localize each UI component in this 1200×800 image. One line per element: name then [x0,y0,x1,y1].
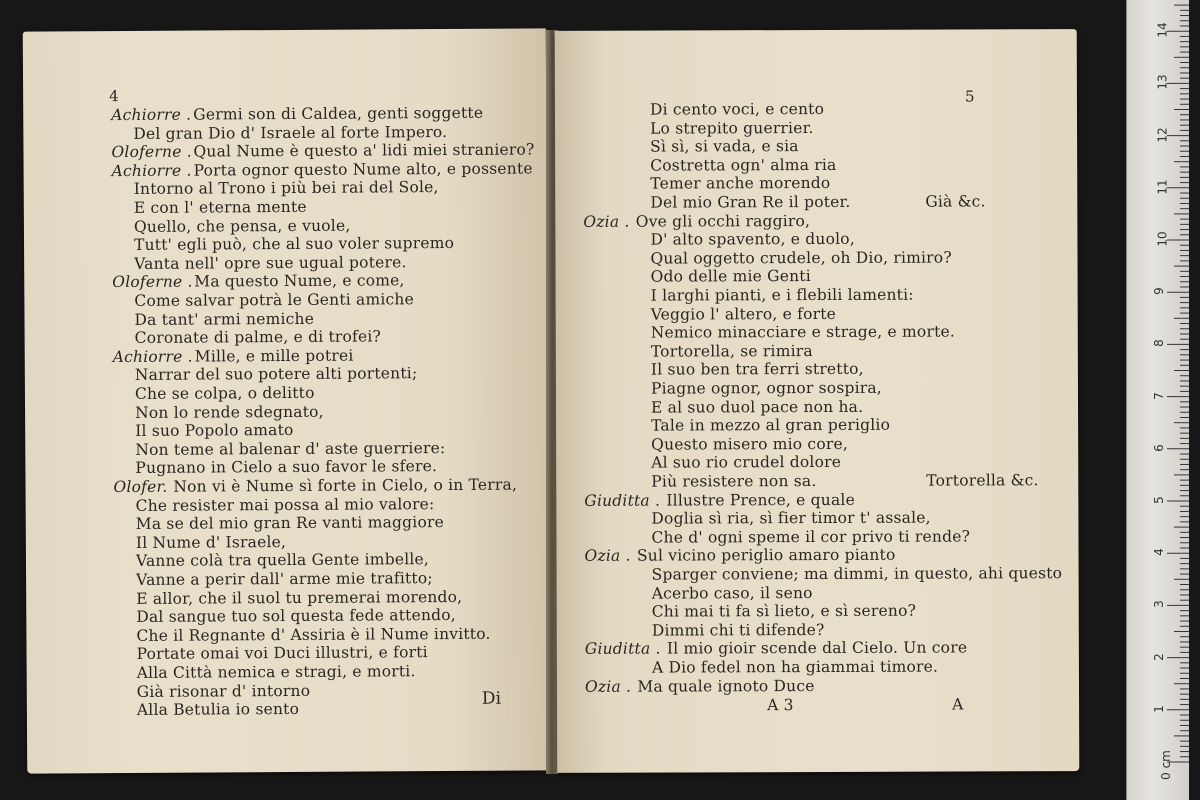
verse-line: Pugnano in Cielo a suo favor le sfere. [135,457,438,478]
verse-line: Nemico minacciare e strage, e morte. [650,322,956,342]
ruler-unit-label: 0 cm [1158,750,1173,780]
verse-line: Quello, che pensa, e vuole, [133,216,351,236]
ruler-cm-label: 4 [1151,548,1166,557]
verse-line: Alla Betulia io sento [136,700,300,720]
verse-line: Narrar del suo potere alti portenti; [134,364,418,385]
page-number-left: 4 [109,87,119,106]
repeat-cue: Tortorella &c. [926,471,1039,490]
speaker-name: Giuditta . [584,639,661,659]
verse-line: Costretta ogn' alma ria [650,155,837,175]
signature-mark: A 3 [767,696,794,715]
left-text-block [23,28,546,720]
verse-line: Illustre Prence, e quale [666,490,855,510]
verse-line: Che se colpa, o delitto [134,383,315,403]
ruler-cm-label: 7 [1151,391,1166,400]
ruler-cm-label: 3 [1151,600,1166,609]
verse-line: Alla Città nemica e stragi, e morti. [136,662,416,682]
verse-line: Da tant' armi nemiche [134,309,315,329]
verse-line: Il Nume d' Israele, [135,532,287,552]
verse-line: Il mio gioir scende dal Cielo. Un core [666,638,968,658]
verse-line: Questo misero mio core, [651,434,848,454]
verse-line: Sparger conviene; ma dimmi, in questo, ahi questo [651,564,1063,584]
verse-line: Tale in mezzo al gran periglio [651,415,891,435]
verse-line: Sul vicino periglio amaro pianto [636,546,896,566]
verse-line: Di cento voci, e cento [649,99,825,119]
speaker-name: Ozia . [583,212,630,231]
verse-line: Portate omai voi Duci illustri, e forti [136,643,428,664]
verse-line: Lo strepito guerrier. [650,118,814,138]
verse-line: Del mio Gran Re il poter. [650,192,851,212]
speaker-name: Oloferne . [112,272,193,292]
ruler-cm-label: 11 [1155,179,1170,195]
measuring-ruler [1126,0,1189,800]
verse-line: Ma se del mio gran Re vanti maggiore [135,513,444,534]
ruler-cm-label: 9 [1151,287,1166,296]
speaker-name: Oloferne . [111,142,192,162]
verse-line: Vanne colà tra quella Gente imbelle, [135,550,430,571]
verse-line: Dimmi chi ti difende? [651,620,825,640]
ruler-cm-label: 2 [1151,652,1166,661]
verse-line: E al suo duol pace non ha. [650,397,864,417]
verse-line: Che il Regnante d' Assiria è il Nume invitto. [136,624,491,645]
verse-line: Ove gli occhi raggiro, [635,211,811,231]
verse-line: Non lo rende sdegnato, [135,402,324,422]
verse-line: E con l' eterna mente [133,197,307,217]
verse-line: Odo delle mie Genti [650,267,811,286]
verse-line: Doglia sì ria, sì fier timor t' assale, [651,508,931,528]
verse-line: Germi son di Caldea, genti soggette [193,103,484,124]
verse-line: Piagne ognor, ognor sospira, [650,378,882,398]
ruler-cm-label: 1 [1151,704,1166,713]
ruler-cm-label: 12 [1155,126,1170,143]
speaker-name: Giuditta . [584,491,661,510]
ruler-cm-label: 8 [1151,339,1166,348]
left-page [23,28,551,773]
verse-line: Il suo Popolo amato [135,421,294,441]
right-page [555,29,1080,773]
verse-line: Ma questo Nume, e come, [194,271,405,291]
right-text-block [555,29,1077,696]
verse-line: Tortorella, se rimira [650,341,813,361]
verse-line: Ma quale ignoto Duce [637,676,815,696]
repeat-cue: Già &c. [925,192,986,211]
verse-line: E allor, che il suol tu premerai morendo, [136,587,463,608]
verse-line: D' alto spavento, e duolo, [650,230,855,249]
verse-line: Qual oggetto crudele, oh Dio, rimiro? [650,248,952,268]
verse-line: I larghi pianti, e i flebili lamenti: [650,285,914,305]
verse-line: Come salvar potrà le Genti amiche [134,290,415,310]
catchword-right: A [952,695,964,714]
verse-line: Più resistere non sa. [651,472,817,491]
speaker-name: Olofer. [113,477,168,497]
verse-line: Del gran Dio d' Israele al forte Impero. [133,122,448,143]
speaker-name: Achiorre . [112,347,193,366]
verse-line: Vanne a perir dall' arme mie trafitto; [136,569,433,589]
verse-line: Sì sì, si vada, e sia [650,137,799,156]
verse-line: Porta ognor questo Nume alto, e possente [193,159,533,180]
verse-line: Intorno al Trono i più bei rai del Sole, [133,178,439,199]
verse-line: Non teme al balenar d' aste guerriere: [135,438,446,459]
verse-line: Veggio l' altero, e forte [650,304,837,324]
verse-line: Coronate di palme, e di trofei? [134,327,382,348]
verse-line: Vanta nell' opre sue ugual potere. [134,253,407,273]
ruler-cm-label: 10 [1155,231,1170,247]
verse-line: Dal sangue tuo sol questa fede attendo, [136,606,456,627]
speaker-name: Achiorre . [111,105,192,125]
page-number-right: 5 [964,87,975,106]
verse-line: Che resister mai possa al mio valore: [135,494,435,515]
ruler-cm-label: 6 [1151,443,1166,452]
verse-line: Acerbo caso, il seno [651,583,813,603]
verse-line: Qual Nume è questo a' lidi miei straniero? [193,140,535,161]
verse-line: A Dio fedel non ha giammai timore. [651,657,939,677]
verse-line: Mille, e mille potrei [194,346,354,366]
speaker-name: Achiorre . [111,161,192,180]
verse-line: Non vi è Nume sì forte in Cielo, o in Terra, [173,475,518,496]
ruler-ticks [1127,0,1189,800]
speaker-name: Ozia . [584,547,631,566]
ruler-cm-label: 14 [1155,22,1170,38]
verse-line: Già risonar d' intorno [136,681,311,701]
verse-line: Il suo ben tra ferri stretto, [650,360,864,379]
verse-line: Chi mai ti fa sì lieto, e sì sereno? [651,601,917,621]
verse-line: Temer anche morendo [650,174,831,193]
speaker-name: Ozia . [584,677,632,696]
verse-line: Che d' ogni speme il cor privo ti rende? [651,527,971,547]
verse-line: Al suo rio crudel dolore [651,453,842,472]
ruler-cm-label: 13 [1155,74,1170,91]
ruler-cm-label: 5 [1151,496,1166,504]
catchword-left: Di [481,688,502,709]
verse-line: Tutt' egli può, che al suo voler supremo [133,234,455,255]
